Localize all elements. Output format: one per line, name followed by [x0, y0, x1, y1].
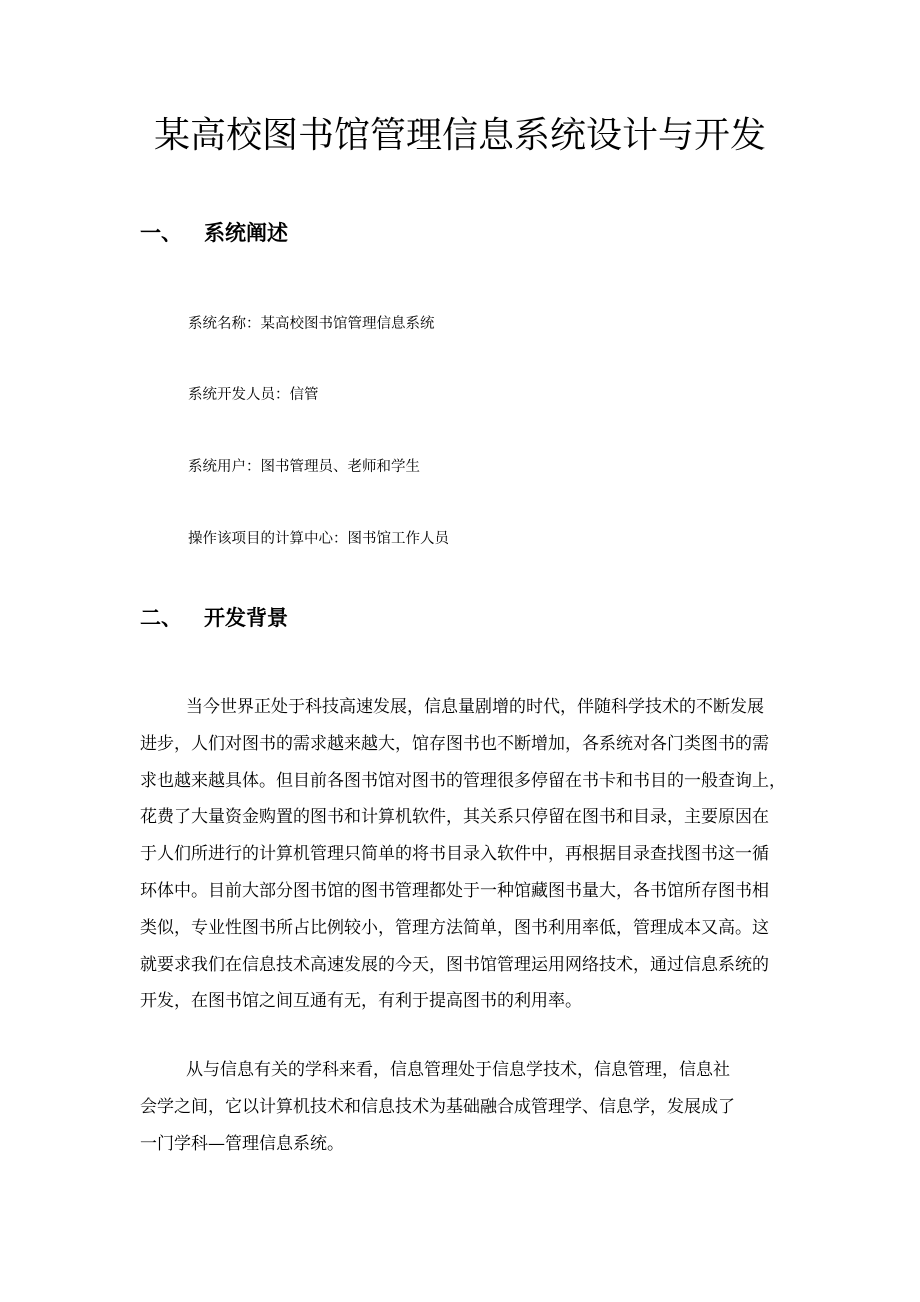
paragraph-line: 一门学科—管理信息系统。	[140, 1133, 344, 1154]
paragraph-line: 类似，专业性图书所占比例较小，管理方法简单，图书利用率低，管理成本又高。这	[140, 917, 769, 938]
paragraph-line: 求也越来越具体。但目前各图书馆对图书的管理很多停留在书卡和书目的一般查询上，	[140, 770, 786, 791]
paragraph-line: 从与信息有关的学科来看，信息管理处于信息学技术，信息管理，信息社	[186, 1060, 730, 1080]
info-operator: 操作该项目的计算中心：图书馆工作人员	[188, 531, 449, 547]
paragraph-line: 开发，在图书馆之间互通有无，有利于提高图书的利用率。	[140, 991, 582, 1012]
paragraph-line: 会学之间，它以计算机技术和信息技术为基础融合成管理学、信息学，发展成了	[140, 1096, 735, 1117]
paragraph-line: 花费了大量资金购置的图书和计算机软件，其关系只停留在图书和目录，主要原因在	[140, 807, 769, 828]
section-number: 一、	[140, 220, 182, 245]
paragraph-line: 环体中。目前大部分图书馆的图书管理都处于一种馆藏图书量大，各书馆所存图书相	[140, 880, 769, 901]
paragraph-line: 进步，人们对图书的需求越来越大，馆存图书也不断增加，各系统对各门类图书的需	[140, 733, 769, 754]
info-developer: 系统开发人员：信管	[188, 387, 319, 403]
paragraph-line: 于人们所进行的计算机管理只简单的将书目录入软件中，再根据目录查找图书这一循	[140, 844, 769, 865]
document-title: 某高校图书馆管理信息系统设计与开发	[153, 115, 766, 156]
section-heading-background	[140, 603, 288, 633]
info-system-name: 系统名称：某高校图书馆管理信息系统	[188, 316, 435, 332]
info-users: 系统用户：图书管理员、老师和学生	[188, 459, 420, 475]
paragraph-line: 当今世界正处于科技高速发展，信息量剧增的时代，伴随科学技术的不断发展	[186, 697, 764, 717]
paragraph-line: 就要求我们在信息技术高速发展的今天，图书馆管理运用网络技术，通过信息系统的	[140, 954, 769, 975]
section-title: 系统阐述	[204, 220, 288, 245]
section-number: 二、	[140, 605, 182, 630]
section-title: 开发背景	[204, 605, 288, 630]
section-heading-overview	[140, 218, 288, 248]
background-paragraph-1	[140, 689, 822, 1020]
background-paragraph-2	[140, 1052, 822, 1162]
